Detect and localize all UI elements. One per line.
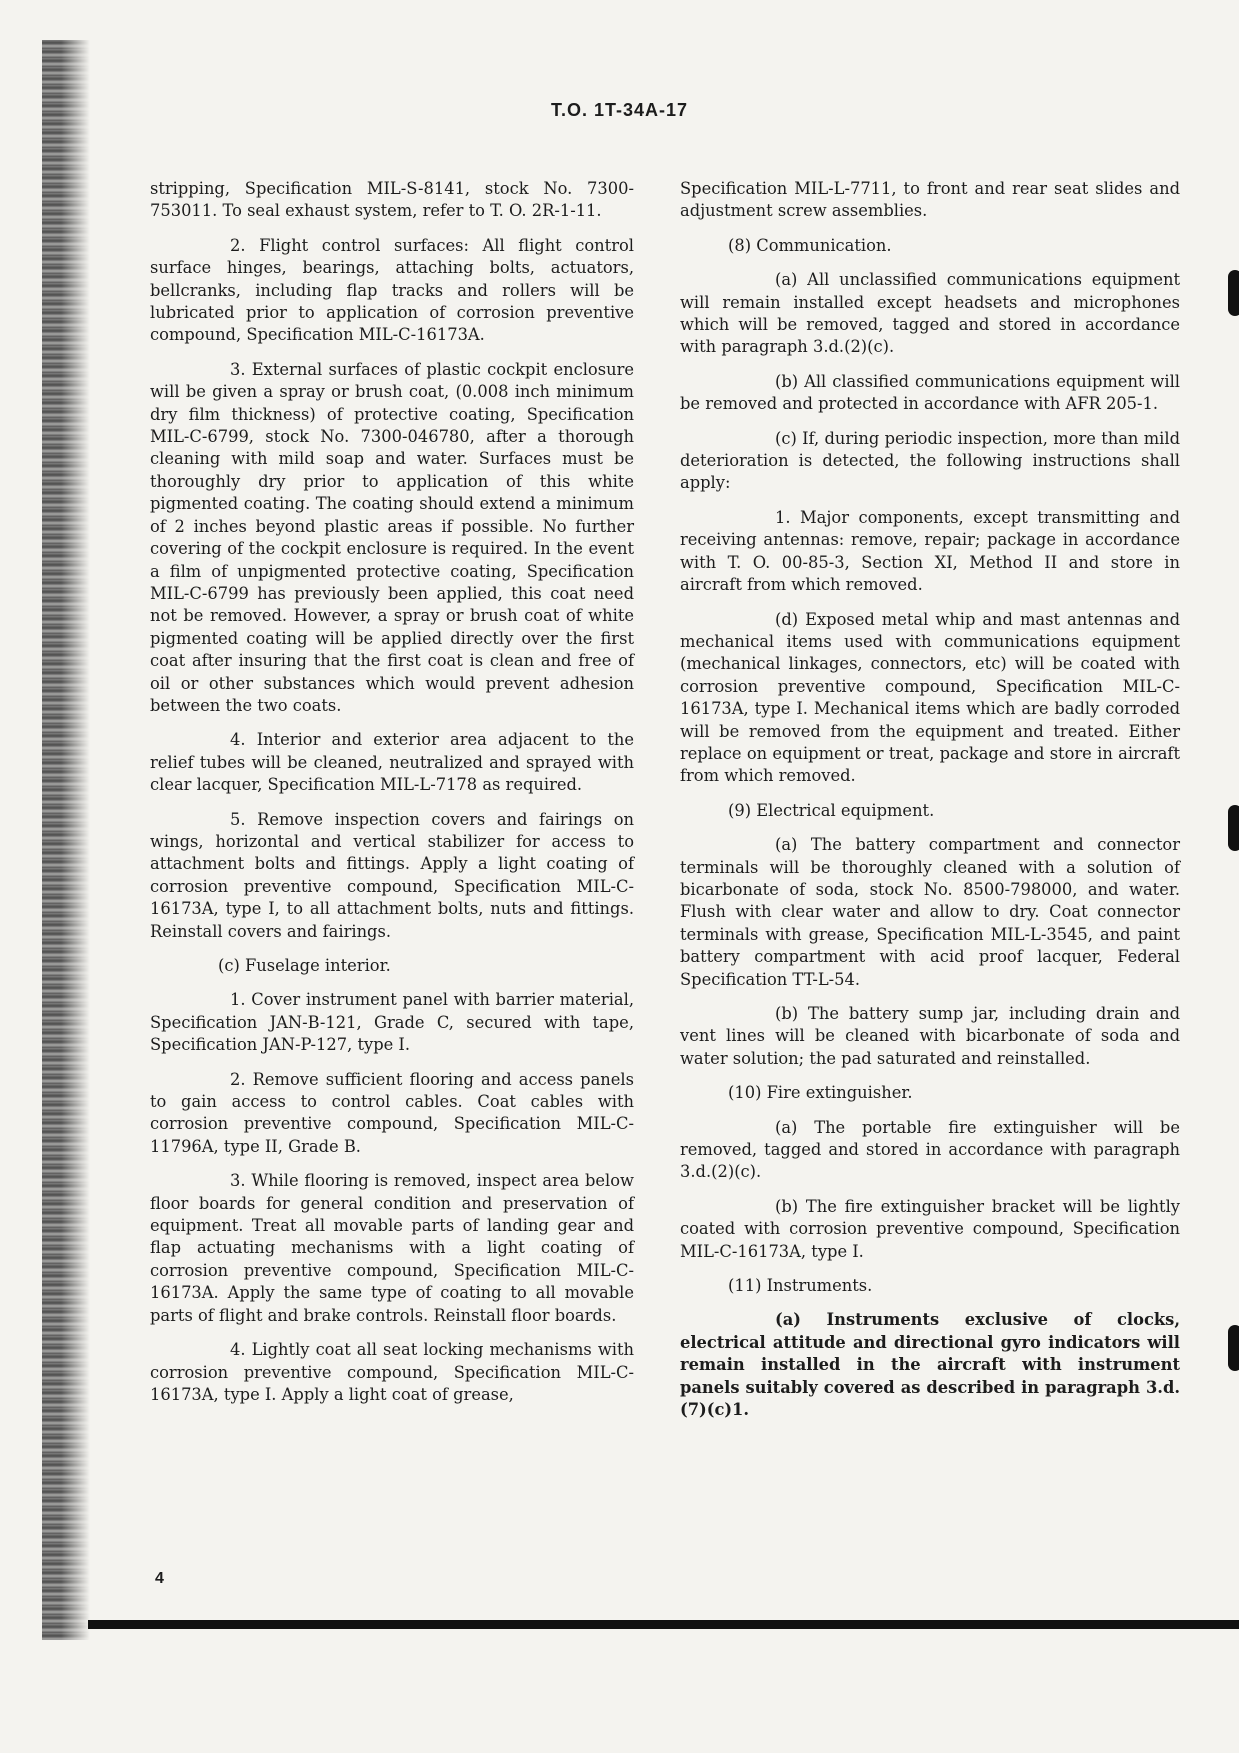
paragraph: (a) Instruments exclusive of clocks, electrical attitude and directional gyro indicators will remain installed in the aircraft with instrument panels suitably covered as described in paragraph 3.d.(7)(c)1.: [680, 1310, 1180, 1420]
paragraph: (11) Instruments.: [728, 1276, 873, 1296]
paragraph: (c) If, during periodic inspection, more than mild deterioration is detected, the following instructions shall apply:: [680, 428, 1180, 493]
paragraph: Specification MIL-L-7711, to front and rear seat slides and adjustment screw assemblies.: [680, 179, 1180, 221]
paragraph: (a) The battery compartment and connector terminals will be thoroughly cleaned with a solution of bicarbonate of soda, stock No. 8500-798000, and water. Flush with clear water and allow to dry. Coat connector terminals with grease, Specification MIL-L-3545, and paint battery compartment with acid proof lacquer, Federal Specification TT-L-54.: [680, 835, 1180, 989]
paragraph: 5. Remove inspection covers and fairings on wings, horizontal and vertical stabilizer for access to attachment bolts and fittings. Apply a light coating of corrosion preventive compound, Specification MIL-C-16173A, type I, to all attachment bolts, nuts and fittings. Reinstall covers and fairings.: [150, 809, 634, 941]
paragraph: (10) Fire extinguisher.: [728, 1083, 913, 1103]
scan-binding-edge: [42, 40, 90, 1640]
page-number: 4: [155, 1570, 164, 1587]
paragraph: 1. Cover instrument panel with barrier material, Specification JAN-B-121, Grade C, secured with tape, Specification JAN-P-127, type I.: [150, 990, 634, 1055]
document-header: T.O. 1T-34A-17: [550, 100, 689, 120]
right-column: [680, 178, 1180, 1434]
paragraph: (8) Communication.: [728, 235, 892, 255]
paragraph: (9) Electrical equipment.: [728, 800, 935, 820]
paragraph: (d) Exposed metal whip and mast antennas and mechanical items used with communications equipment (mechanical linkages, connectors, etc) will be coated with corrosion preventive compound, Specification MIL-C-16173A, type I. Mechanical items which are badly corroded will be removed from the equipment and treated. Either replace on equipment or treat, package and store in aircraft from which removed.: [680, 609, 1180, 786]
paragraph: 4. Lightly coat all seat locking mechanisms with corrosion preventive compound, Specification MIL-C-16173A, type I. Apply a light coat of grease,: [150, 1340, 634, 1404]
page-bottom-rule: [88, 1620, 1239, 1629]
punch-hole: [1228, 805, 1239, 851]
paragraph: 4. Interior and exterior area adjacent to the relief tubes will be cleaned, neutralized and sprayed with clear lacquer, Specification MIL-L-7178 as required.: [150, 730, 634, 795]
punch-hole: [1228, 270, 1239, 316]
paragraph: (a) The portable fire extinguisher will be removed, tagged and stored in accordance with paragraph 3.d.(2)(c).: [680, 1117, 1180, 1182]
punch-hole: [1228, 1325, 1239, 1371]
paragraph: (a) All unclassified communications equipment will remain installed except headsets and microphones which will be removed, tagged and stored in accordance with paragraph 3.d.(2)(c).: [680, 270, 1180, 357]
paragraph: 2. Flight control surfaces: All flight control surface hinges, bearings, attaching bolts, actuators, bellcranks, including flap tracks and rollers will be lubricated prior to application of corrosion preventive compound, Specification MIL-C-16173A.: [150, 235, 634, 345]
left-column: [150, 178, 634, 1418]
paragraph: 1. Major components, except transmitting and receiving antennas: remove, repair; package in accordance with T. O. 00-85-3, Section XI, Method II and store in aircraft from which removed.: [680, 507, 1180, 595]
paragraph: 3. External surfaces of plastic cockpit enclosure will be given a spray or brush coat, (0.008 inch minimum dry film thickness) of protective coating, Specification MIL-C-6799, stock No. 7300-046780, after a thorough cleaning with mild soap and water. Surfaces must be thoroughly dry prior to application of this white pigmented coating. The coating should extend a minimum of 2 inches beyond plastic areas if possible. No further covering of the cockpit enclosure is required. In the event a film of unpigmented protective coating, Specification MIL-C-6799 has previously been applied, this coat need not be removed. However, a spray or brush coat of white pigmented coating will be applied directly over the first coat after insuring that the first coat is clean and free of oil or other substances which would prevent adhesion between the two coats.: [150, 359, 634, 715]
paragraph: (c) Fuselage interior.: [218, 956, 391, 975]
paragraph: stripping, Specification MIL-S-8141, stock No. 7300-753011. To seal exhaust system, refer to T. O. 2R-1-11.: [150, 179, 634, 221]
paragraph: 2. Remove sufficient flooring and access panels to gain access to control cables. Coat cables with corrosion preventive compound, Specification MIL-C-11796A, type II, Grade B.: [150, 1069, 634, 1156]
paragraph: (b) All classified communications equipment will be removed and protected in accordance with AFR 205-1.: [680, 371, 1180, 414]
paragraph: (b) The battery sump jar, including drain and vent lines will be cleaned with bicarbonate of soda and water solution; the pad saturated and reinstalled.: [680, 1004, 1180, 1068]
paragraph: (b) The fire extinguisher bracket will be lightly coated with corrosion preventive compound, Specification MIL-C-16173A, type I.: [680, 1196, 1180, 1261]
paragraph: 3. While flooring is removed, inspect area below floor boards for general condition and preservation of equipment. Treat all movable parts of landing gear and flap actuating mechanisms with a light coating of corrosion preventive compound, Specification MIL-C-16173A. Apply the same type of coating to all movable parts of flight and brake controls. Reinstall floor boards.: [150, 1171, 634, 1325]
